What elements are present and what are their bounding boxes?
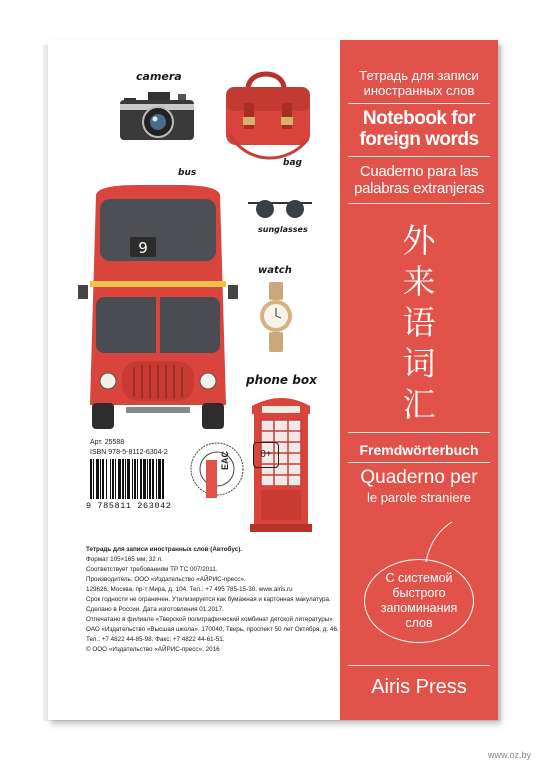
watermark: www.oz.by: [488, 750, 532, 760]
imprint-line: Тел.: +7 4822 44-85-98. Факс: +7 4822 44-61-51.: [86, 636, 225, 643]
imprint-line: Срок годности не ограничен. Утилизируется как бумажная и картонная макулатура.: [86, 596, 331, 603]
it-title-line1: Quaderno per: [360, 467, 478, 488]
bubble-line: быстрого: [392, 586, 446, 600]
imprint-line: Соответствует требованиям ТР ТС 007/2011.: [86, 566, 218, 573]
cn-char: 外: [402, 221, 436, 260]
imprint-info: [86, 545, 386, 655]
bus-number: 9: [138, 239, 148, 257]
bus-label: bus: [178, 168, 197, 178]
cn-char: 来: [402, 262, 436, 301]
certification-stamp: [188, 440, 246, 498]
es-title-line2: palabras extranjeras: [354, 180, 484, 197]
camera-illustration: [118, 90, 196, 144]
divider: [348, 103, 490, 104]
en-title: [340, 108, 498, 150]
red-marker: [206, 460, 217, 498]
imprint-line: Отпечатано в филиале «Тверской полиграфический комбинат детской литературы»: [86, 616, 333, 623]
ru-title-line2: иностранных слов: [363, 83, 475, 98]
cn-char: 汇: [402, 385, 436, 424]
divider: [348, 462, 490, 463]
divider: [348, 156, 490, 157]
bubble-line: запоминания: [380, 601, 458, 615]
publisher-name: Airis Press: [371, 676, 467, 698]
imprint-title: Тетрадь для записи иностранных слов (Автобус).: [86, 546, 243, 553]
double-decker-bus-illustration: [78, 185, 238, 430]
divider: [348, 665, 490, 666]
phone-box-label: phone box: [246, 373, 317, 387]
bubble-line: С системой: [385, 571, 453, 585]
bag-label: bag: [283, 158, 302, 168]
camera-label: camera: [136, 70, 182, 83]
isbn-text: ISBN 978-5-8112-6304-2: [90, 449, 168, 456]
barcode-bars: [90, 459, 186, 499]
divider: [348, 203, 490, 204]
watch-label: watch: [258, 265, 292, 276]
bubble-pointer: [424, 520, 454, 564]
ru-title: [340, 68, 498, 98]
imprint-line: ОАО «Издательство «Высшая школа». 170040, Тверь, проспект 50 лет Октября, д. 46.: [86, 626, 339, 633]
de-title: Fremdwörterbuch: [359, 442, 479, 458]
wristwatch-illustration: [258, 282, 294, 352]
divider: [348, 432, 490, 433]
imprint-line: Формат 105×165 мм, 32 л.: [86, 556, 163, 563]
article-number: Арт. 25588: [90, 439, 125, 446]
age-rating-badge: 0+: [253, 442, 279, 468]
cn-char: 语: [402, 303, 436, 342]
sunglasses-label: sunglasses: [258, 225, 308, 234]
sunglasses-illustration: [248, 198, 312, 220]
cn-char: 词: [402, 344, 436, 383]
imprint-line: Сделано в России. Дата изготовления 01.2017.: [86, 606, 224, 613]
en-title-line1: Notebook for: [362, 108, 476, 129]
cn-title: [340, 220, 498, 425]
notebook-back-cover: [48, 40, 498, 720]
ru-title-line1: Тетрадь для записи: [359, 68, 479, 83]
es-title: [340, 163, 498, 197]
eac-mark: EAC: [220, 450, 230, 470]
en-title-line2: foreign words: [359, 129, 479, 150]
barcode-digits: 9 785811 263042: [86, 501, 172, 511]
it-title-line2: le parole straniere: [366, 490, 472, 505]
imprint-line: 129626, Москва, пр-т Мира, д. 104. Тел.: +7 495 785-15-30. www.airis.ru: [86, 586, 293, 593]
bubble-line: слов: [405, 616, 433, 630]
satchel-bag-illustration: [218, 65, 318, 163]
imprint-line: Производитель: ООО «Издательство «АЙРИС-пресс».: [86, 576, 246, 583]
imprint-line: © ООО «Издательство «АЙРИС-пресс», 2016: [86, 646, 220, 653]
es-title-line1: Cuaderno para las: [359, 163, 479, 180]
